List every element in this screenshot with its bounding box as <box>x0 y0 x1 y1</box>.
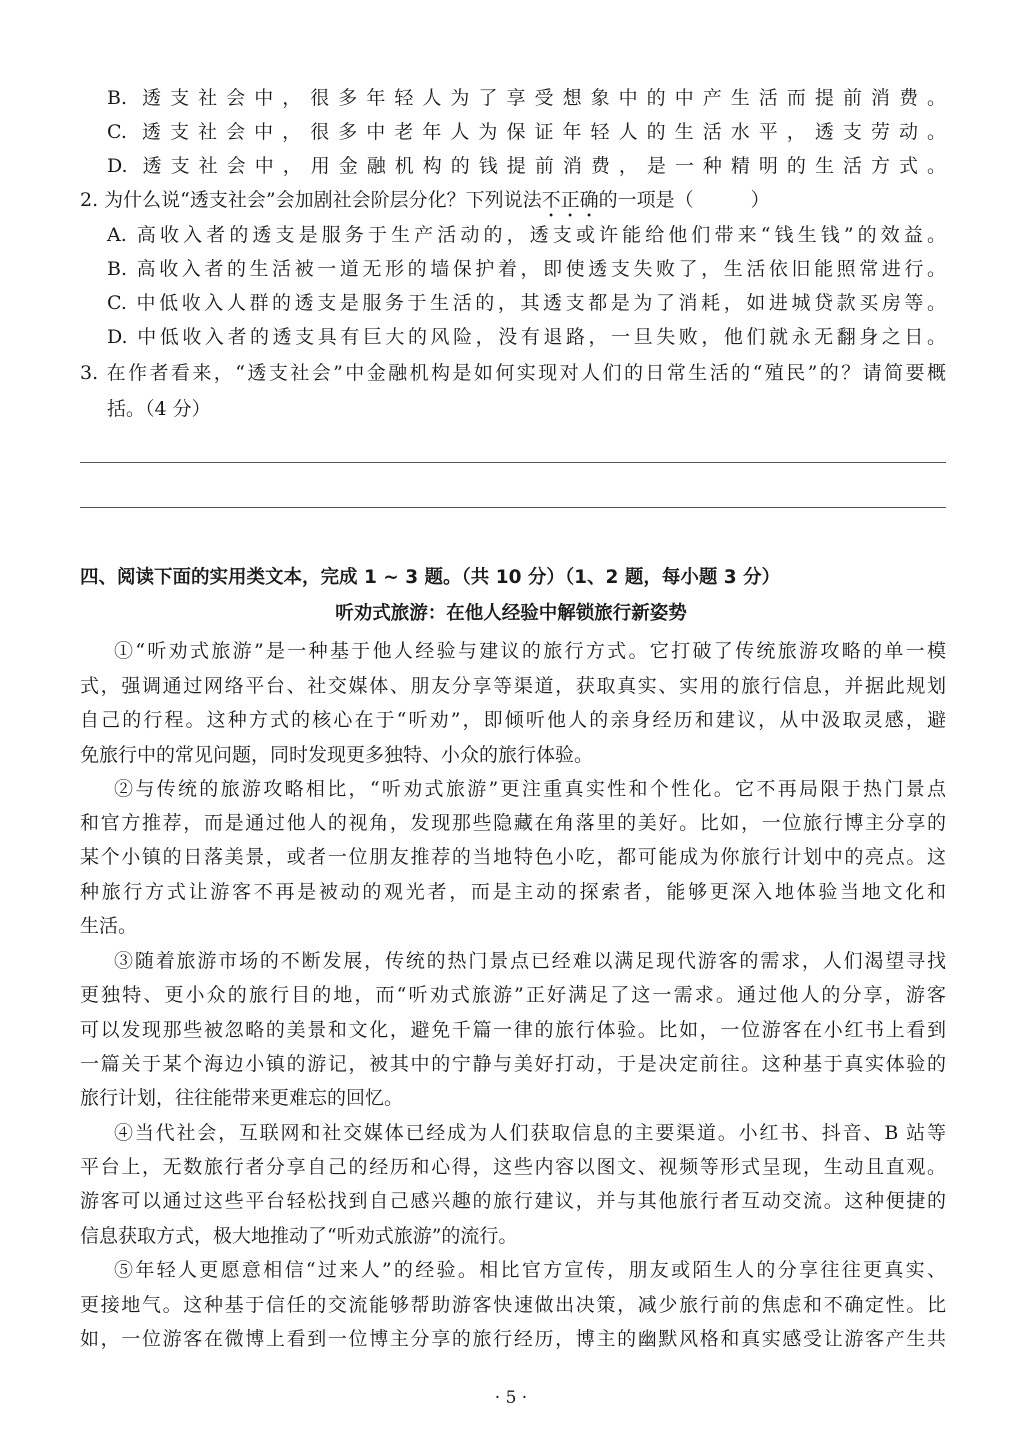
section-heading: 四、阅读下面的实用类文本，完成 1 ~ 3 题。（共 10 分）（1、2 题，每小题 3 分） <box>80 567 781 588</box>
text-line: ②与传统的旅游攻略相比，“听劝式旅游”更注重真实性和个性化。它不再局限于热门景点 <box>114 778 946 800</box>
q2-option-d: D. 中低收入者的透支具有巨大的风险，没有退路，一旦失败，他们就永无翻身之日。 <box>107 326 946 348</box>
text-line: ③随着旅游市场的不断发展，传统的热门景点已经难以满足现代游客的需求，人们渴望寻找 <box>114 950 946 972</box>
text-line: 游客可以通过这些平台轻松找到自己感兴趣的旅行建议，并与其他旅行者互动交流。这种便捷的 <box>80 1190 946 1212</box>
q2-stem <box>80 188 946 222</box>
text-line: 和官方推荐，而是通过他人的视角，发现那些隐藏在角落里的美好。比如，一位旅行博主分享的 <box>80 812 946 834</box>
q2-emphasis: 不正确 <box>541 189 599 211</box>
text-line: 一篇关于某个海边小镇的游记，被其中的宁静与美好打动，于是决定前往。这种基于真实体验的 <box>80 1053 946 1075</box>
text-line: 平台上，无数旅行者分享自己的经历和心得，这些内容以图文、视频等形式呈现，生动且直观。 <box>80 1156 946 1178</box>
q2-stem-suffix: 的一项是（ ） <box>598 189 770 211</box>
q2-stem-prefix: 2. 为什么说“透支社会”会加剧社会阶层分化？下列说法 <box>80 189 542 211</box>
text-line: 信息获取方式，极大地推动了“听劝式旅游”的流行。 <box>80 1225 518 1247</box>
q3-line-2: 括。（4 分） <box>107 398 211 420</box>
text-line: 更接地气。这种基于信任的交流能够帮助游客快速做出决策，减少旅行前的焦虑和不确定性。比 <box>80 1294 946 1316</box>
text-line: ⑤年轻人更愿意相信“过来人”的经验。相比官方宣传，朋友或陌生人的分享往往更真实、 <box>114 1259 946 1281</box>
text-line: 如，一位游客在微博上看到一位博主分享的旅行经历，博主的幽默风格和真实感受让游客产生共 <box>80 1328 946 1350</box>
answer-line[interactable] <box>80 462 946 463</box>
q2-option-c: C. 中低收入人群的透支是服务于生活的，其透支都是为了消耗，如进城贷款买房等。 <box>107 292 946 314</box>
q1-option-c: C. 透支社会中，很多中老年人为保证年轻人的生活水平，透支劳动。 <box>107 121 946 143</box>
q2-option-b: B. 高收入者的生活被一道无形的墙保护着，即使透支失败了，生活依旧能照常进行。 <box>107 258 946 280</box>
article-title: 听劝式旅游：在他人经验中解锁旅行新姿势 <box>335 603 687 624</box>
answer-line[interactable] <box>80 507 946 508</box>
text-line: 生活。 <box>80 915 138 937</box>
text-line: ①“听劝式旅游”是一种基于他人经验与建议的旅行方式。它打破了传统旅游攻略的单一模 <box>114 640 946 662</box>
text-line: 某个小镇的日落美景，或者一位朋友推荐的当地特色小吃，都可能成为你旅行计划中的亮点。这 <box>80 846 946 868</box>
text-line: ④当代社会，互联网和社交媒体已经成为人们获取信息的主要渠道。小红书、抖音、B 站等 <box>114 1122 946 1144</box>
text-line: 可以发现那些被忽略的美景和文化，避免千篇一律的旅行体验。比如，一位游客在小红书上看到 <box>80 1019 946 1041</box>
text-line: 种旅行方式让游客不再是被动的观光者，而是主动的探索者，能够更深入地体验当地文化和 <box>80 881 946 903</box>
text-line: 免旅行中的常见问题，同时发现更多独特、小众的旅行体验。 <box>80 744 594 766</box>
q3-line-1: 3. 在作者看来，“透支社会”中金融机构是如何实现对人们的日常生活的“殖民”的？请简要概 <box>80 362 946 384</box>
text-line: 旅行计划，往往能带来更难忘的回忆。 <box>80 1087 404 1109</box>
text-line: 自己的行程。这种方式的核心在于“听劝”，即倾听他人的亲身经历和建议，从中汲取灵感，避 <box>80 709 946 731</box>
q2-option-a: A. 高收入者的透支是服务于生产活动的，透支或许能给他们带来“钱生钱”的效益。 <box>107 224 946 246</box>
text-line: 更独特、更小众的旅行目的地，而“听劝式旅游”正好满足了这一需求。通过他人的分享，游客 <box>80 984 946 1006</box>
text-line: 式，强调通过网络平台、社交媒体、朋友分享等渠道，获取真实、实用的旅行信息，并据此规划 <box>80 675 946 697</box>
q1-option-d: D. 透支社会中，用金融机构的钱提前消费，是一种精明的生活方式。 <box>107 155 946 177</box>
page-number: · 5 · <box>494 1388 528 1408</box>
q1-option-b: B. 透支社会中，很多年轻人为了享受想象中的中产生活而提前消费。 <box>107 87 946 109</box>
